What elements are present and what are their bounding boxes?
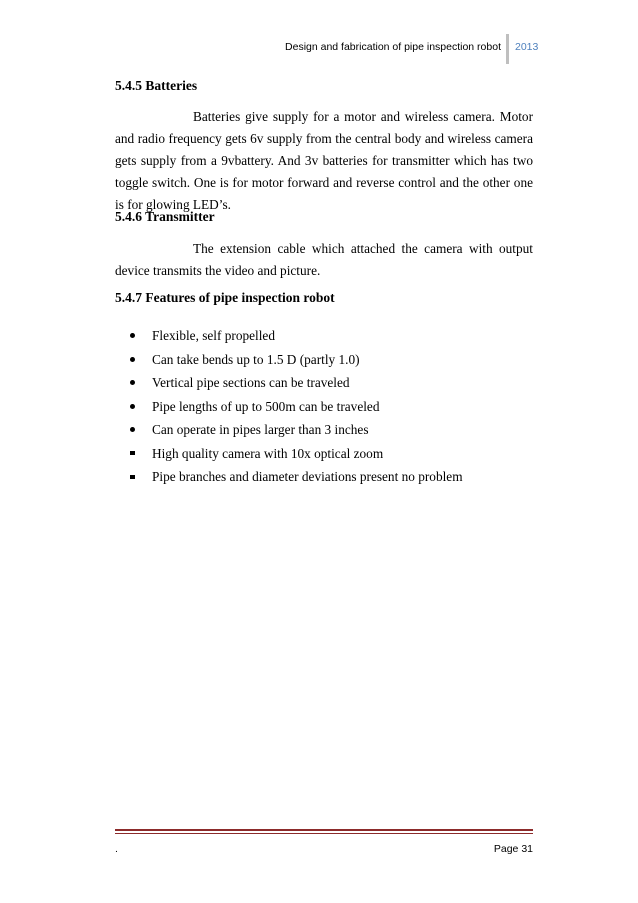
page-number: Page 31	[493, 843, 533, 855]
header-year: 2013	[515, 41, 539, 53]
section-heading: 5.4.7 Features of pipe inspection robot	[115, 290, 335, 305]
bullet-icon	[130, 427, 135, 432]
list-item	[130, 348, 463, 372]
list-item	[130, 418, 463, 442]
list-item	[130, 395, 463, 419]
header-separator	[506, 34, 509, 64]
list-item-text: Pipe branches and diameter deviations present no problem	[152, 469, 463, 484]
list-item	[130, 442, 463, 466]
bullet-icon	[130, 357, 135, 362]
footer-rule	[115, 833, 533, 834]
list-item-text: Pipe lengths of up to 500m can be traveled	[152, 398, 380, 414]
bullet-icon	[130, 475, 135, 479]
list-item	[130, 465, 463, 489]
features-list	[130, 324, 463, 489]
bullet-icon	[130, 404, 135, 409]
footer-rule	[115, 829, 533, 831]
paragraph-text: The extension cable which attached the camera with output device transmits the video and picture.	[115, 241, 533, 278]
list-item	[130, 324, 463, 348]
bullet-icon	[130, 451, 135, 455]
section-paragraph	[115, 106, 533, 216]
section-heading: 5.4.6 Transmitter	[115, 209, 215, 224]
list-item-text: Vertical pipe sections can be traveled	[152, 375, 350, 390]
list-item	[130, 371, 463, 395]
header-title: Design and fabrication of pipe inspection robot	[285, 41, 501, 53]
section-paragraph	[115, 238, 533, 282]
list-item-text: Can operate in pipes larger than 3 inches	[152, 422, 369, 437]
bullet-icon	[130, 380, 135, 385]
section-heading: 5.4.5 Batteries	[115, 78, 198, 93]
paragraph-text: Batteries give supply for a motor and wireless camera. Motor and radio frequency gets 6v supply from the central body and wireless camera gets supply from a 9vbattery. And 3v batteries for transmitter which has two toggle switch. One is for motor forward and reverse control and the other one is for glowing LED’s.	[115, 109, 533, 212]
list-item-text: High quality camera with 10x optical zoom	[152, 445, 384, 461]
footer-left-text: .	[115, 843, 118, 855]
list-item-text: Flexible, self propelled	[152, 328, 275, 343]
list-item-text: Can take bends up to 1.5 D (partly 1.0)	[152, 351, 360, 367]
bullet-icon	[130, 333, 135, 338]
